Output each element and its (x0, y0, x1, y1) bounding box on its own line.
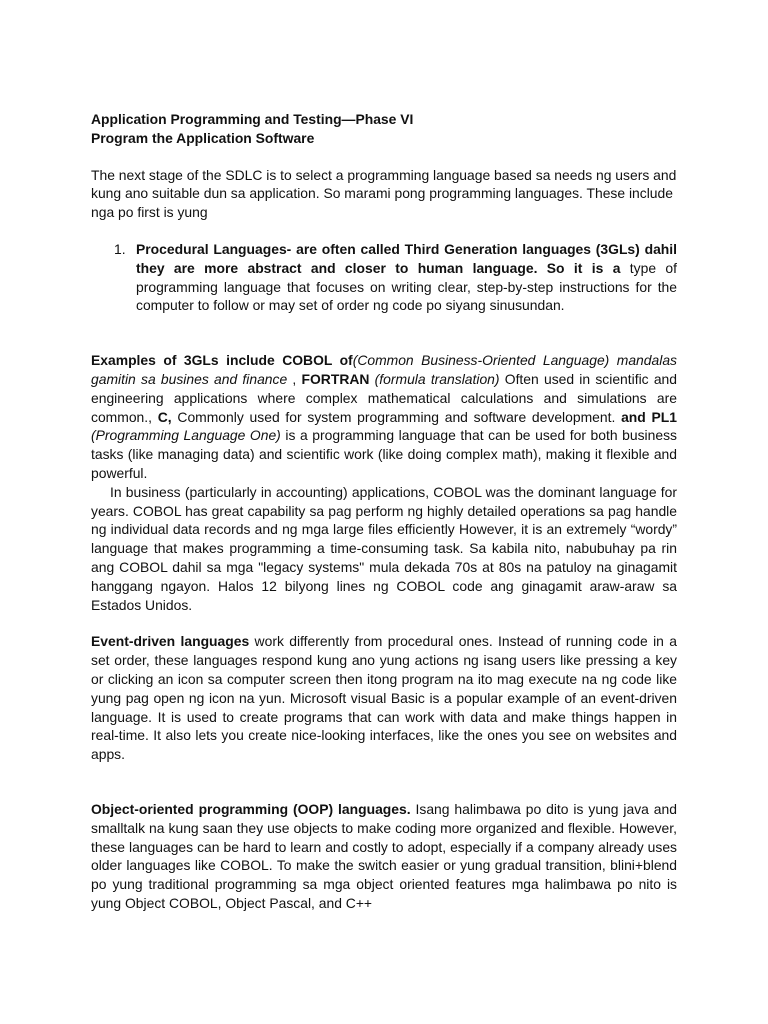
list-item-bold-text: Procedural Languages- are often called Third Generation languages (3GLs) dahil they are more abstract and closer to human language. So it is a (136, 240, 677, 276)
examples-text-1: , (287, 370, 302, 387)
examples-bold-4: and PL1 (621, 408, 678, 425)
oop-bold: Object-oriented programming (OOP) languages. (91, 800, 411, 817)
oop-text: Isang halimbawa po dito is yung java and smalltalk na kung saan they use objects to make coding more organized and flexible. However, these languages can be hard to learn and costly to adopt, especially if a company already uses older languages like COBOL. To make the switch easier or yung gradual transition, blini+blend po yung traditional programming sa mga object oriented features mga halimbawa po nito is yung Object COBOL, Object Pascal, and C++ (91, 800, 677, 911)
examples-text-7: is a programming language that can be used for both business tasks (like managing data) and scientific work (like doing complex math), making it flexible and powerful. (91, 427, 677, 481)
list-item-text: type of programming language that focuses on writing clear, step-by-step instructions for the computer to follow or may set of order ng code po siyang sinusundan. (136, 259, 677, 314)
document-subtitle: Program the Application Software (91, 129, 315, 146)
examples-paragraph (91, 351, 677, 483)
examples-text-5: Commonly used for system programming and software development. (171, 408, 622, 425)
list-item (91, 240, 677, 315)
list-number: 1. (114, 240, 126, 257)
event-driven-text: work differently from procedural ones. Instead of running code in a set order, these languages respond kung ano yung actions ng isang users like pressing a key or clicking an icon sa computer screen then itong program na ito mag execute na ng code like yung pag open ng icon na yun. Microsoft visual Basic is a popular example of an event-driven language. It is used to create programs that can work with data and make things happen in real-time. It also lets you create nice-looking interfaces, like the ones you see on websites and apps. (91, 633, 677, 763)
event-driven-paragraph (91, 632, 677, 764)
oop-paragraph (91, 800, 677, 913)
examples-bold-2: FORTRAN (301, 370, 370, 387)
examples-italic-1: (Common Business-Oriented Language) mandalas gamitin sa busines and finance (91, 352, 677, 387)
examples-italic-3: (Programming Language One) (91, 427, 281, 444)
examples-bold-3: C, (157, 408, 172, 425)
examples-bold-1: Examples of 3GLs include COBOL of (91, 352, 353, 369)
examples-italic-2: (formula translation) (374, 370, 500, 387)
examples-text-3: Often used in scientific and engineering applications where complex mathematical calculations and simulations are common., (91, 370, 678, 425)
intro-paragraph: The next stage of the SDLC is to select a programming language based sa needs ng users and kung ano suitable dun sa application. So marami pong programming languages. These include nga po first is yung (91, 166, 677, 221)
document-title: Application Programming and Testing—Phase VI (91, 111, 414, 127)
event-driven-bold: Event-driven languages (91, 633, 250, 650)
business-paragraph: In business (particularly in accounting) applications, COBOL was the dominant language for years. COBOL has great capability sa pag perform ng highly detailed operations sa pag handle ng individual data records and ng mga large files efficiently However, it is an extremely “wordy” language that makes programming a time-consuming task. Sa kabila nito, nabubuhay pa rin ang COBOL dahil sa mga "legacy systems" mula dekada 70s at 80s na patuloy na ginagamit hanggang ngayon. Halos 12 bilyong lines ng COBOL code ang ginagamit araw-araw sa Estados Unidos. (91, 483, 677, 613)
document-page (91, 110, 677, 913)
